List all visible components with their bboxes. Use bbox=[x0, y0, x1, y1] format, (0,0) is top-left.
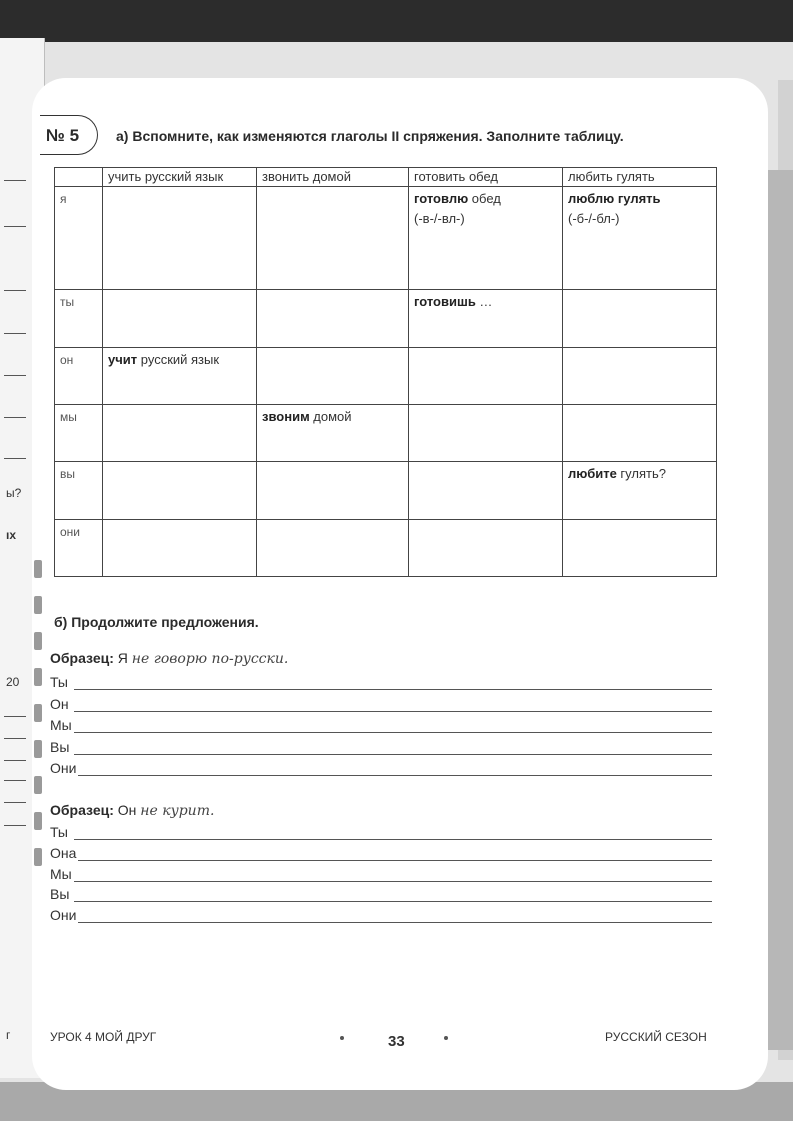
task-number-badge: № 5 bbox=[40, 115, 98, 155]
answer-cell[interactable] bbox=[103, 290, 257, 347]
left-page-line bbox=[4, 760, 26, 761]
example-label: Образец: bbox=[50, 650, 114, 666]
answer-cell[interactable] bbox=[257, 290, 409, 347]
footer-dot bbox=[444, 1036, 448, 1040]
footer-lesson: УРОК 4 МОЙ ДРУГ bbox=[50, 1030, 157, 1044]
answer-cell[interactable] bbox=[563, 347, 717, 404]
answer-cell[interactable] bbox=[563, 290, 717, 347]
table-row bbox=[55, 519, 717, 576]
left-page-line bbox=[4, 738, 26, 739]
answer-cell[interactable] bbox=[563, 519, 717, 576]
table-row bbox=[55, 290, 717, 347]
sentence-start: Она bbox=[50, 845, 77, 861]
answer-cell[interactable]: звоним домой bbox=[257, 404, 409, 461]
fill-line[interactable] bbox=[50, 715, 712, 735]
left-page-line bbox=[4, 780, 26, 781]
answer-cell[interactable] bbox=[409, 519, 563, 576]
example-label: Образец: bbox=[50, 802, 114, 818]
left-page-line bbox=[4, 802, 26, 803]
fill-line[interactable] bbox=[50, 758, 712, 778]
example-printed: Я bbox=[117, 650, 128, 666]
sentence-start: Он bbox=[50, 696, 69, 712]
fill-line[interactable] bbox=[50, 884, 712, 904]
example-handwritten: не говорю по-русски. bbox=[131, 651, 289, 667]
answer-cell[interactable] bbox=[409, 347, 563, 404]
answer-cell[interactable]: любите гулять? bbox=[563, 462, 717, 519]
pronoun-cell: мы bbox=[55, 404, 103, 461]
fill-line[interactable] bbox=[50, 694, 712, 714]
left-page-line bbox=[4, 290, 26, 291]
left-page-fragment: 20 bbox=[6, 675, 20, 689]
left-page-line bbox=[4, 716, 26, 717]
left-page-line bbox=[4, 180, 26, 181]
table-header-cell: готовить обед bbox=[409, 168, 563, 187]
fill-line[interactable] bbox=[50, 905, 712, 925]
answer-cell[interactable] bbox=[257, 187, 409, 290]
table-header-cell: учить русский язык bbox=[103, 168, 257, 187]
pronoun-cell: они bbox=[55, 519, 103, 576]
sentence-start: Ты bbox=[50, 674, 68, 690]
example-sentence-2 bbox=[50, 802, 214, 819]
left-page-line bbox=[4, 375, 26, 376]
answer-cell[interactable] bbox=[103, 462, 257, 519]
decor-stripe-inner bbox=[765, 170, 793, 1050]
table-row bbox=[55, 462, 717, 519]
answer-cell[interactable]: готовишь … bbox=[409, 290, 563, 347]
left-page-line bbox=[4, 226, 26, 227]
answer-cell[interactable] bbox=[103, 404, 257, 461]
sentence-start: Мы bbox=[50, 717, 72, 733]
footer-book-title: РУССКИЙ СЕЗОН bbox=[605, 1030, 707, 1044]
conjugation-table bbox=[54, 167, 717, 577]
answer-cell[interactable] bbox=[563, 404, 717, 461]
part-b-title: б) Продолжите предложения. bbox=[54, 614, 259, 630]
example-printed: Он bbox=[117, 802, 137, 818]
left-page-fragment: ıx bbox=[6, 528, 17, 542]
task-title: а) Вспомните, как изменяются глаголы II спряжения. Заполните таблицу. bbox=[116, 128, 624, 144]
left-page-line bbox=[4, 458, 26, 459]
binding-marks bbox=[34, 560, 42, 900]
alternation-note: (-в-/-вл-) bbox=[414, 211, 465, 226]
left-page-line bbox=[4, 825, 26, 826]
answer-cell[interactable] bbox=[103, 519, 257, 576]
left-page-line bbox=[4, 333, 26, 334]
table-header-cell bbox=[55, 168, 103, 187]
pronoun-cell: ты bbox=[55, 290, 103, 347]
left-page-fragment: г bbox=[6, 1028, 11, 1042]
table-row bbox=[55, 347, 717, 404]
table-header-cell: любить гулять bbox=[563, 168, 717, 187]
footer-dot bbox=[340, 1036, 344, 1040]
page-number: 33 bbox=[388, 1033, 405, 1050]
fill-line[interactable] bbox=[50, 672, 712, 692]
answer-cell[interactable] bbox=[409, 404, 563, 461]
pronoun-cell: я bbox=[55, 187, 103, 290]
scan-top-border bbox=[0, 0, 793, 42]
sentence-start: Вы bbox=[50, 739, 70, 755]
fill-line[interactable] bbox=[50, 737, 712, 757]
sentence-start: Они bbox=[50, 907, 77, 923]
fill-line[interactable] bbox=[50, 843, 712, 863]
alternation-note: (-б-/-бл-) bbox=[568, 211, 620, 226]
answer-cell[interactable]: готовлю обед (-в-/-вл-) bbox=[409, 187, 563, 290]
left-page-fragment: ы? bbox=[6, 486, 22, 500]
answer-cell[interactable] bbox=[409, 462, 563, 519]
example-handwritten: не курит. bbox=[140, 803, 215, 819]
example-sentence-1 bbox=[50, 650, 288, 667]
table-header-cell: звонить домой bbox=[257, 168, 409, 187]
fill-line[interactable] bbox=[50, 822, 712, 842]
answer-cell[interactable] bbox=[257, 519, 409, 576]
table-row bbox=[55, 404, 717, 461]
sentence-start: Вы bbox=[50, 886, 70, 902]
answer-cell[interactable] bbox=[103, 187, 257, 290]
sentence-start: Они bbox=[50, 760, 77, 776]
fill-line[interactable] bbox=[50, 864, 712, 884]
left-page-line bbox=[4, 417, 26, 418]
answer-cell[interactable]: люблю гулять (-б-/-бл-) bbox=[563, 187, 717, 290]
pronoun-cell: он bbox=[55, 347, 103, 404]
pronoun-cell: вы bbox=[55, 462, 103, 519]
answer-cell[interactable] bbox=[257, 347, 409, 404]
answer-cell[interactable]: учит русский язык bbox=[103, 347, 257, 404]
sentence-start: Ты bbox=[50, 824, 68, 840]
table-header-row bbox=[55, 168, 717, 187]
answer-cell[interactable] bbox=[257, 462, 409, 519]
sentence-start: Мы bbox=[50, 866, 72, 882]
table-row bbox=[55, 187, 717, 290]
